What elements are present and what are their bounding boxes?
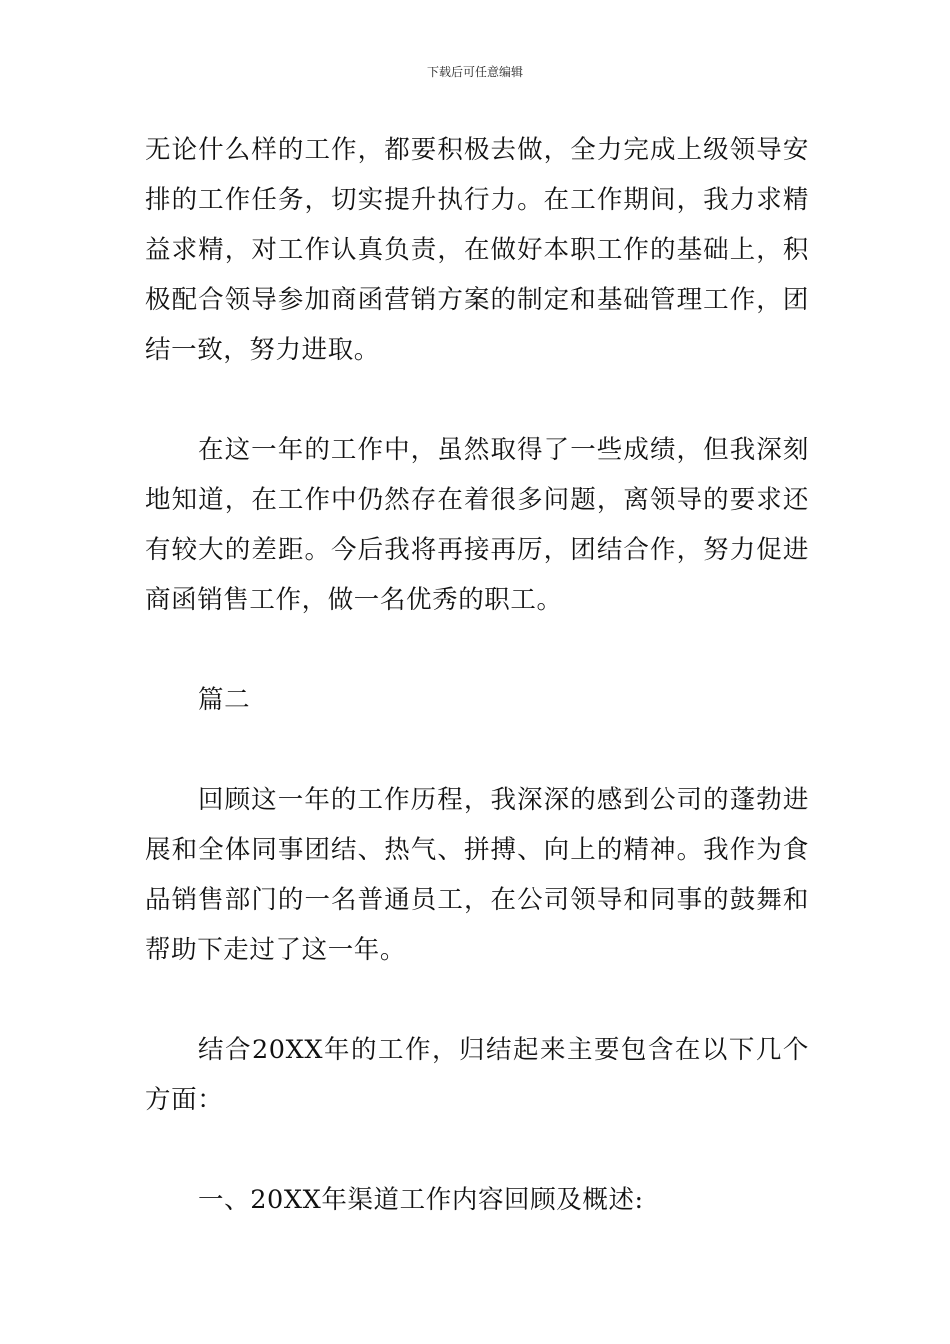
paragraph-year-reflection: 在这一年的工作中，虽然取得了一些成绩，但我深刻地知道，在工作中仍然存在着很多问题，离领导的要求还有较大的差距。今后我将再接再厉，团结合作，努力促进商函销售工作，做一名优秀的职工。 [145, 435, 809, 615]
section-heading: 篇二 [198, 685, 251, 715]
page-header: 下载后可任意编辑 [426, 65, 523, 79]
paragraph-summary-intro: 结合20XX年的工作，归结起来主要包含在以下几个方面： [145, 1035, 809, 1115]
paragraph-work-attitude: 无论什么样的工作，都要积极去做，全力完成上级领导安排的工作任务，切实提升执行力。在工作期间，我力求精益求精，对工作认真负责，在做好本职工作的基础上，积极配合领导参加商函营销方案的制定和基础管理工作，团结一致，努力进取。 [145, 135, 809, 365]
paragraph-review: 回顾这一年的工作历程，我深深的感到公司的蓬勃进展和全体同事团结、热气、拼搏、向上的精神。我作为食品销售部门的一名普通员工，在公司领导和同事的鼓舞和帮助下走过了这一年。 [145, 785, 809, 965]
subsection-heading: 一、20XX年渠道工作内容回顾及概述: [198, 1185, 644, 1215]
